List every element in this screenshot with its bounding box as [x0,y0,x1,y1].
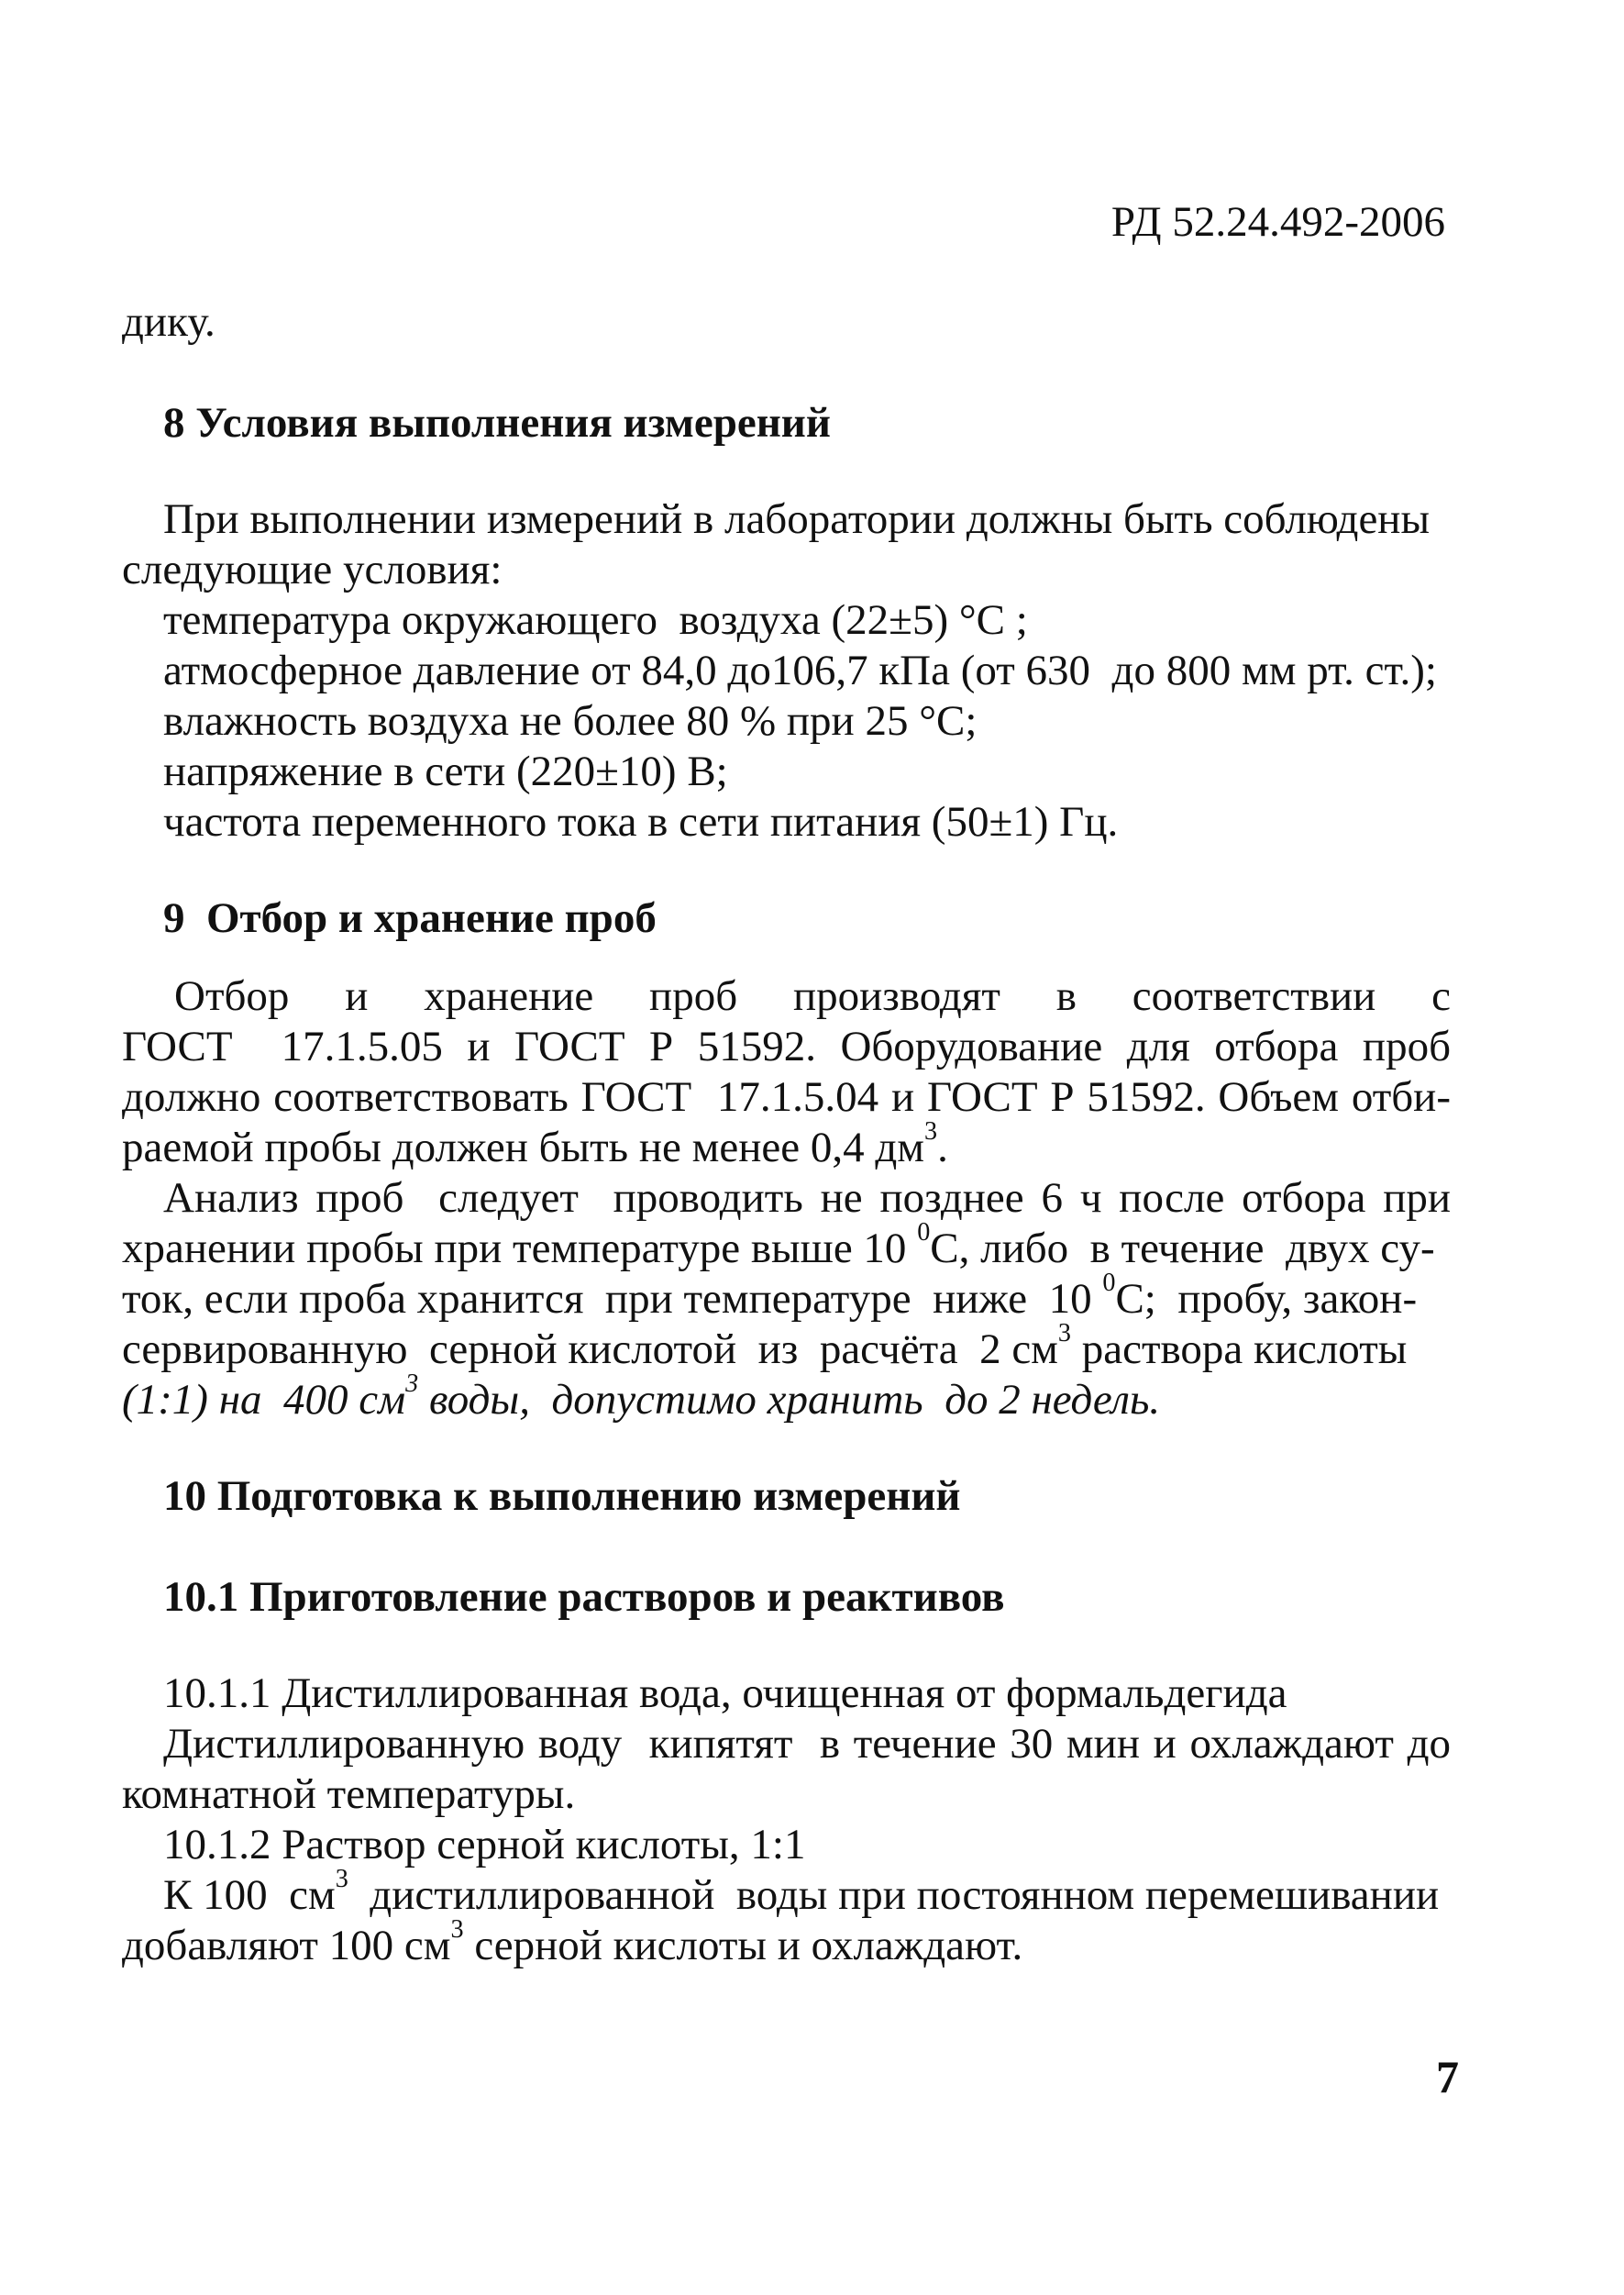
superscript: 3 [405,1369,419,1399]
condition-frequency: частота переменного тока в сети питания (50±1) Гц. [163,798,1119,846]
s9-text-line: ГОСТ 17.1.5.05 и ГОСТ Р 51592. Оборудование для отбора проб [122,1023,1451,1070]
s9-text-line: Отбор и хранение проб производят в соответствии с [174,972,1451,1020]
section-10-1-heading: 10.1 Приготовление растворов и реактивов [163,1573,1005,1621]
s10-text-line: К 100 $см^3$ дистиллированной воды при постоянном перемешивании [163,1865,1440,1919]
s9-text-line: хранении пробы при температуре выше 10 $^0$С, либо в течение двух су- [122,1218,1435,1272]
s10-text-line: Дистиллированную воду кипятят в течение 30 мин и охлаждают до [163,1720,1451,1768]
s10-text-line: комнатной температуры. [122,1770,576,1818]
section-8-heading: 8 Условия выполнения измерений [163,399,831,447]
carry-over-text: дику. [122,298,215,346]
page-number: 7 [1436,2051,1459,2102]
superscript: 3 [1057,1319,1072,1348]
item-10-1-1-title: 10.1.1 Дистиллированная вода, очищенная от формальдегида [163,1669,1287,1717]
s9-text-line: ток, если проба хранится при температуре ниже 10 $^0$С; пробу, закон- [122,1269,1418,1323]
s9-text-line: должно соответствовать ГОСТ 17.1.5.04 и ГОСТ Р 51592. Объем отби- [122,1073,1451,1121]
superscript: 0 [917,1218,931,1247]
superscript: 3 [450,1915,464,1945]
document-number: РД 52.24.492-2006 [1110,198,1445,246]
condition-voltage: напряжение в сети (220±10) В; [163,748,728,795]
superscript: 3 [335,1865,348,1894]
superscript: 3 [924,1117,938,1147]
s9-text-line: сервированную серной кислотой из расчёта 2 $см^3$ раствора кислоты [122,1319,1408,1373]
s8-text-line: При выполнении измерений в лаборатории должны быть соблюдены [163,495,1431,543]
section-10-heading: 10 Подготовка к выполнению измерений [163,1472,961,1520]
s9-text-line: Анализ проб следует проводить не позднее 6 ч после отбора при [163,1174,1451,1222]
condition-humidity: влажность воздуха не более 80 % при 25 °С; [163,697,978,745]
s10-text-line: добавляют 100 $см^3$ серной кислоты и охлаждают. [122,1915,1023,1969]
section-9-heading: 9 Отбор и хранение проб [163,894,657,942]
superscript: 0 [1102,1269,1116,1298]
s9-text-line: (1:1) на 400 $см^3$ воды, допустимо хранить до 2 недель. [122,1369,1161,1424]
s8-text-line: следующие условия: [122,546,503,593]
item-10-1-2-title: 10.1.2 Раствор серной кислоты, 1:1 [163,1821,806,1868]
condition-pressure: атмосферное давление от 84,0 до106,7 кПа (от 630 до 800 мм рт. ст.); [163,647,1437,694]
s9-text-line: раемой пробы должен быть не менее 0,4 $дм^3$. [122,1117,948,1171]
condition-temperature: температура окружающего воздуха (22±5) °С ; [163,596,1028,644]
